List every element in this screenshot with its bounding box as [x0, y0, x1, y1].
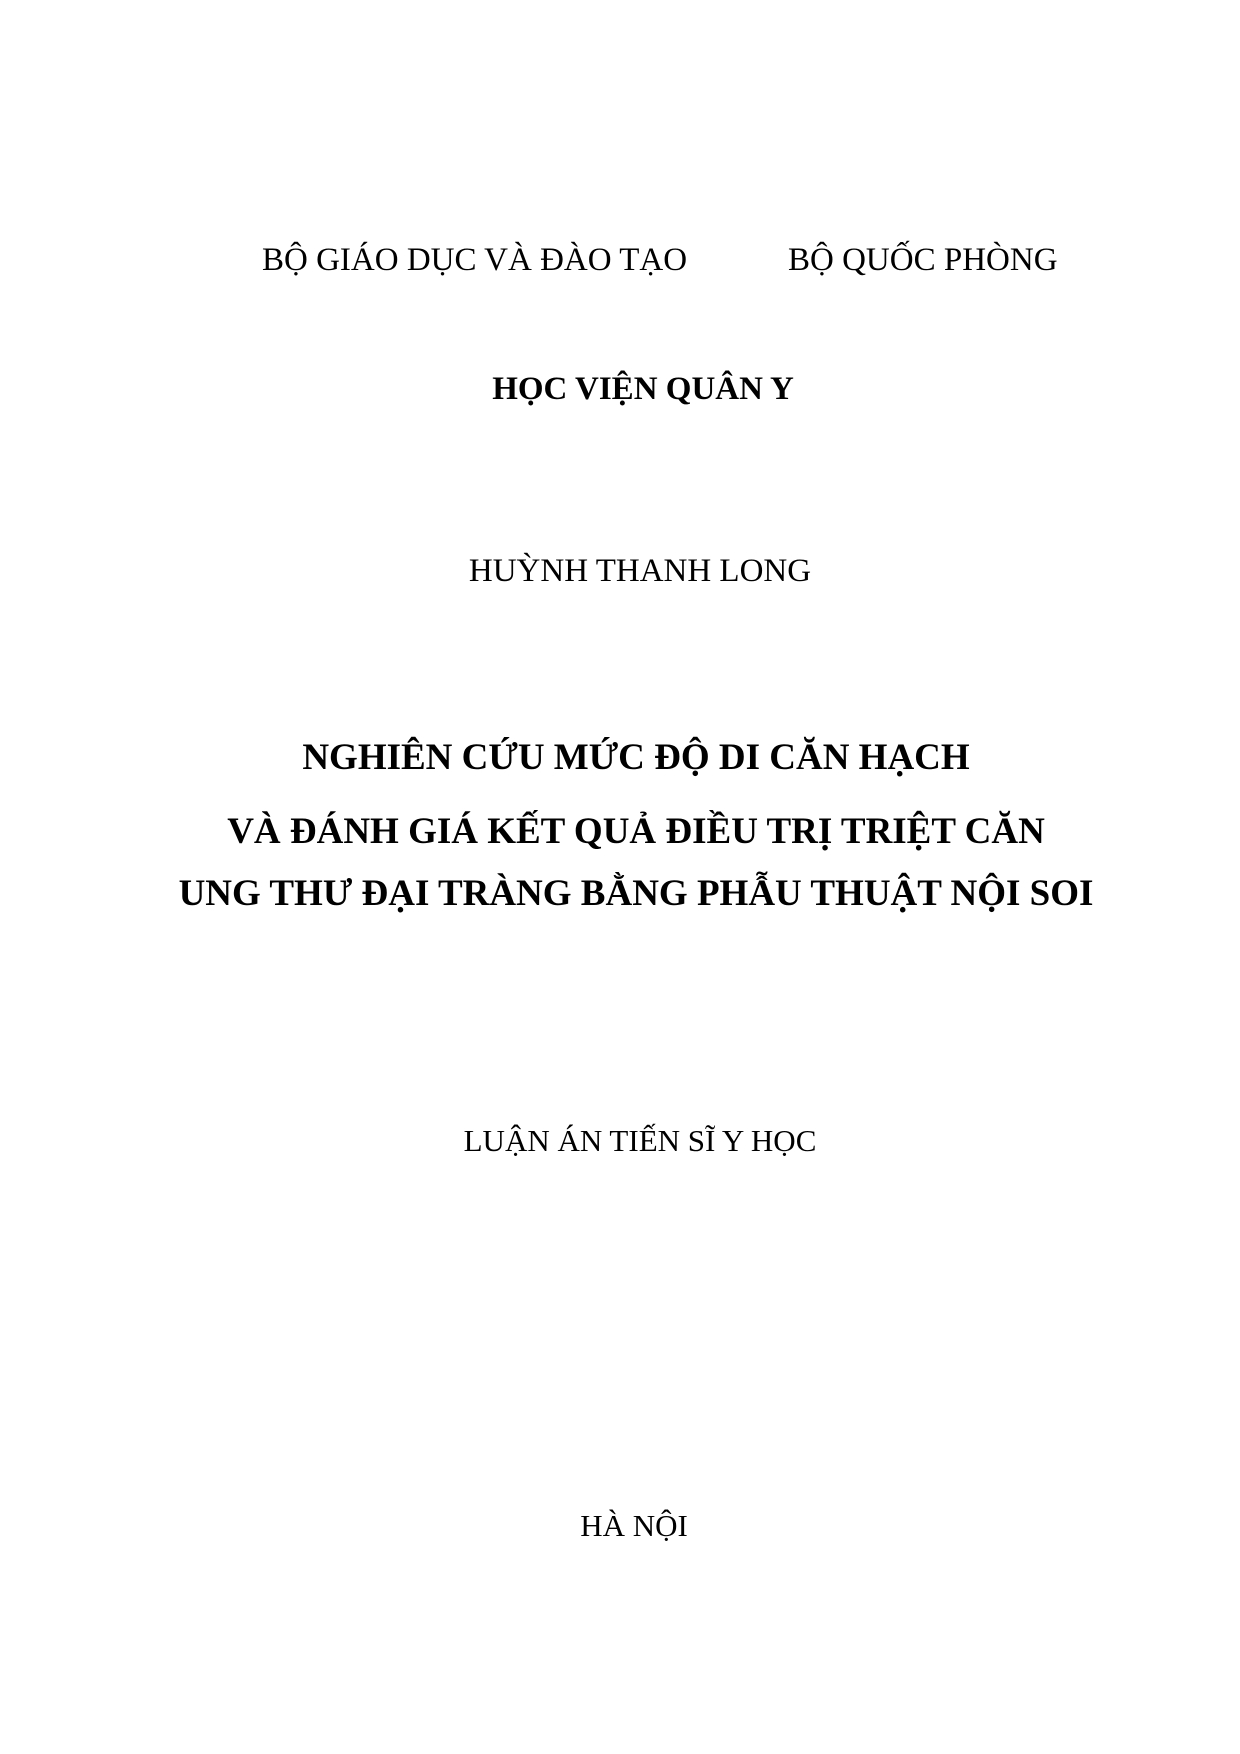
degree-type: LUẬN ÁN TIẾN SĨ Y HỌC [463, 1123, 817, 1158]
ministry-defense-heading: BỘ QUỐC PHÒNG [788, 242, 1058, 278]
thesis-title-line-2: VÀ ĐÁNH GIÁ KẾT QUẢ ĐIỀU TRỊ TRIỆT CĂN [227, 811, 1045, 852]
ministry-education-heading: BỘ GIÁO DỤC VÀ ĐÀO TẠO [262, 242, 688, 278]
institute-name: HỌC VIỆN QUÂN Y [492, 371, 794, 407]
author-name: HUỲNH THANH LONG [468, 553, 812, 589]
thesis-title-line-3: UNG THƯ ĐẠI TRÀNG BẰNG PHẪU THUẬT NỘI SOI [178, 873, 1094, 914]
thesis-title-line-1: NGHIÊN CỨU MỨC ĐỘ DI CĂN HẠCH [302, 737, 970, 778]
publication-place: HÀ NỘI [580, 1508, 688, 1543]
